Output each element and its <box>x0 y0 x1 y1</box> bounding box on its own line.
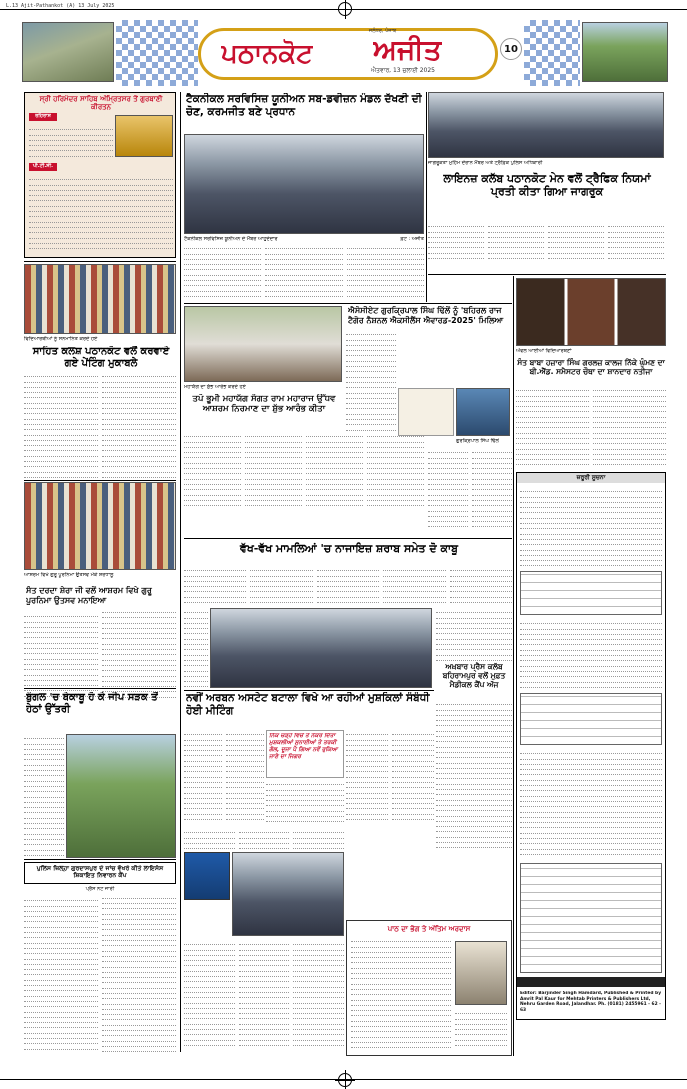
masthead <box>22 20 668 86</box>
column-rule <box>180 92 181 1052</box>
row-rule <box>184 538 512 539</box>
estate-body-text-3 <box>346 730 434 824</box>
gurbani-tag-rehras: ਰਹਿਰਾਸ <box>29 113 57 121</box>
row-rule <box>24 688 176 689</box>
girls-caption: ਅੱਵਲ ਆਈਆਂ ਵਿਦਿਆਰਥਣਾਂ <box>516 348 572 354</box>
guru-caption: ਆਸ਼ਰਮ ਵਿਖੇ ਗੁਰੂ ਪੂਰਨਿਮਾ ਉਤਸਵ ਮੌਕੇ ਸ਼ਰਧਾਲੂ <box>24 572 114 578</box>
liquor-body-text <box>184 566 512 606</box>
crosshair-mark-icon <box>338 2 352 16</box>
union-caption: ਟੈਕਨੀਕਲ ਸਰਵਿਸਿਜ਼ ਯੂਨੀਅਨ ਦੇ ਮੈਂਬਰ ਆਹੁਦੇਦਾਰ <box>184 236 278 242</box>
award-body-text <box>346 330 396 434</box>
masthead-date: ਐਤਵਾਰ, 13 ਜੁਲਾਈ 2025 <box>371 67 435 74</box>
award-portrait-photo <box>456 388 510 436</box>
jeep-photo <box>66 734 176 858</box>
union-photo <box>184 134 424 234</box>
obituary-names <box>455 1009 507 1051</box>
row-rule <box>24 261 176 262</box>
mahayagya-body-text <box>184 432 424 532</box>
obituary-title: ਪਾਠ ਦਾ ਭੋਗ ਤੇ ਅੰਤਿਮ ਅਰਦਾਸ <box>387 925 471 933</box>
union-body-text <box>184 244 424 300</box>
masthead-tagline: ਜਲੰਧਰ, ਪੰਜਾਬ <box>369 28 397 34</box>
mahayagya-photo <box>184 306 342 382</box>
masthead-photo-left <box>22 22 114 82</box>
cycle-photo <box>232 852 344 936</box>
column-rule <box>426 92 427 302</box>
press-intro-text <box>436 608 512 662</box>
masthead-brand: ਅਜੀਤ <box>373 33 442 66</box>
obituary-ad <box>346 920 512 1056</box>
crosshair-mark-icon <box>338 1073 352 1087</box>
award-body-text-2 <box>428 448 512 532</box>
cycle-poster-image <box>184 852 230 900</box>
row-rule <box>184 303 512 304</box>
award-certificate-image <box>398 388 454 436</box>
classified-table-1 <box>520 571 662 615</box>
union-headline: ਟੈਕਨੀਕਲ ਸਰਵਿਸਿਜ਼ ਯੂਨੀਅਨ ਸਬ-ਡਵੀਜ਼ਨ ਮੰਡਲ ਦੱਖਣੀ ਦੀ ਚੋਣ, ਕਰਮਜੀਤ ਬਣੇ ਪ੍ਰਧਾਨ <box>186 93 422 118</box>
masthead-city: ਪਠਾਨਕੋਟ <box>221 39 313 69</box>
page-number: 10 <box>500 38 522 60</box>
press-body-text <box>436 700 512 850</box>
gurbani-box-text-2 <box>29 175 173 255</box>
lions-caption: ਜਾਗਰੂਕਤਾ ਮੁਹਿੰਮ ਦੌਰਾਨ ਮੈਂਬਰ ਅਤੇ ਟ੍ਰੈਫ਼ਿਕ ਪੁਲਿਸ ਅਧਿਕਾਰੀ <box>428 160 543 166</box>
sahit-headline: ਸਾਹਿਤ ਕਲਸ਼ ਪਠਾਨਕੋਟ ਵਲੋਂ ਕਰਵਾਏ ਗਏ ਪੇਂਟਿੰਗ ਮੁਕਾਬਲੇ <box>32 346 170 369</box>
gurbani-box-title: ਸ੍ਰੀ ਹਰਿਮੰਦਰ ਸਾਹਿਬ ਅੰਮ੍ਰਿਤਸਰ ਤੋਂ ਗੁਰਬਾਣੀ ਕੀਰਤਨ <box>39 95 163 112</box>
classifieds-column <box>516 472 666 1020</box>
girls-photo <box>516 278 666 346</box>
union-credit: ਫ਼ੋਟੋ : ਅਜੀਤ <box>400 236 424 242</box>
masthead-title-frame <box>198 28 498 80</box>
award-headline: ਐਸੋਸੀਏਟ ਗੁਰਕ੍ਰਿਪਾਲ ਸਿੰਘ ਢਿੱਲੋਂ ਨੂੰ 'ਬਹਿਰਲ ਰਾਜ ਟੈਗੋਰ ਨੈਸ਼ਨਲ ਐਕਸੀਲੈਂਸ ਐਵਾਰਡ-2025' ਮਿਲਿਆ <box>348 306 504 325</box>
guru-photo <box>24 482 176 570</box>
classified-table-2 <box>520 693 662 745</box>
lions-photo <box>428 92 664 158</box>
estate-side-text <box>184 608 208 688</box>
police-body-text <box>24 896 176 1054</box>
estate-quote: ਨਿੱਕ ਚੜ੍ਹੇ ਵਿਚੋਂ ਤੇ ਨੌਕਰ ਦਿੱਤਾ ਮੁਸ਼ਕਲੀਆਂ ਸੁਨਾਈਆਂ ਤੇ ਤਰਕੀ ਗੱਲ, ਦੂਜਾ ਪੈ ਗਿਆ ਨਵੇਂ ਰੁਕਿਆ ਜਾਣੇ ਦਾ ਜਿਗਰ <box>269 733 338 760</box>
police-box <box>24 862 176 884</box>
mahayagya-headline: ਤਪੋ ਭੂਮੀ ਮਹਾਯੱਗ ਸੰਗਤ ਰਾਮ ਮਹਾਰਾਜ ਉੱਧਵ ਆਸ਼ਰਮ ਨਿਰਮਾਣ ਦਾ ਸ਼ੁੱਭ ਆਰੰਭ ਕੀਤਾ <box>192 394 336 415</box>
estate-photo <box>210 608 432 688</box>
girls-body-text <box>516 386 666 468</box>
gurbani-schedule-box <box>24 92 176 258</box>
print-slug: L.13 Ajit-Pathankot (A) 13 July 2025 <box>6 3 115 9</box>
estate-body-text <box>184 730 264 824</box>
press-headline: ਅਖ਼ਬਾਰ ਪ੍ਰੈਸ ਕਲੱਬ ਬਹਿਰਾਮਪੁਰ ਵਲੋਂ ਮੁਫ਼ਤ ਮੈਡੀਕਲ ਕੈਂਪ ਅੱਜ <box>442 662 506 689</box>
girls-headline: ਸੰਤ ਬਾਬਾ ਹਜ਼ਾਰਾ ਸਿੰਘ ਗਰਲਜ਼ ਕਾਲਜ ਨਿੱਕੇ ਘੁੰਮਣ ਦਾ ਬੀ.ਐੱਡ. ਸਮੈਸਟਰ ਚੌਥਾ ਦਾ ਸ਼ਾਨਦਾਰ ਨਤੀਜਾ <box>517 358 665 376</box>
estate-quote-box <box>266 730 344 778</box>
row-rule <box>184 690 434 691</box>
liquor-headline: ਵੱਖ-ਵੱਖ ਮਾਮਲਿਆਂ 'ਚ ਨਾਜਾਇਜ਼ ਸ਼ਰਾਬ ਸਮੇਤ ਦੋ ਕਾਬੂ <box>239 542 459 555</box>
cycle-body-text <box>184 940 344 1050</box>
row-rule <box>24 480 176 481</box>
classified-notice-3 <box>520 749 662 859</box>
police-sub: ਪ੍ਰੈਸ ਨੋਟ ਜਾਰੀ <box>85 886 115 892</box>
classified-bar <box>517 977 665 987</box>
guru-headline: ਸੰਤ ਦਰਦਾ ਸ਼ੇਰਾ ਜੀ ਵਲੋਂ ਆਸ਼ਰਮ ਵਿਖੇ ਗੁਰੂ ਪੂਰਨਿਮਾ ਉਤਸਵ ਮਨਾਇਆ <box>26 586 152 605</box>
row-rule <box>24 859 176 860</box>
sahit-caption: ਵਿਦਿਆਰਥੀਆਂ ਨੂੰ ਸਨਮਾਨਿਤ ਕਰਦੇ ਹੋਏ <box>24 336 98 342</box>
gurbani-box-text <box>29 125 113 161</box>
jeep-caption <box>66 730 176 734</box>
estate-headline: ਨਵੀਂ ਅਰਬਨ ਅਸਟੇਟ ਬਟਾਲਾ ਵਿਖੇ ਆ ਰਹੀਆਂ ਮੁਸ਼ਕਿਲਾਂ ਸੰਬੰਧੀ ਹੋਈ ਮੀਟਿੰਗ <box>186 692 430 717</box>
classified-notice-2 <box>520 619 662 689</box>
obituary-portrait <box>455 941 507 1005</box>
award-caption: ਗੁਰਕ੍ਰਿਪਾਲ ਸਿੰਘ ਢਿੱਲੋਂ <box>456 438 499 444</box>
jeep-headline: ਬੁੰਗਲ 'ਚ ਬੇਕਾਬੂ ਹੋ ਕੇ ਜੀਪ ਸੜਕ ਤੋਂ ਹੇਠਾਂ ਉੱਤਰੀ <box>26 692 158 715</box>
pattern-right <box>524 20 580 86</box>
gurbani-tag-ptc: ਪੀ.ਟੀ.ਸੀ. <box>29 163 57 171</box>
mahayagya-caption: ਮਹਾਯੱਗ ਦਾ ਸ਼ੁੱਭ ਆਰੰਭ ਕਰਦੇ ਹੋਏ <box>184 384 246 390</box>
row-rule <box>428 274 666 275</box>
column-rule <box>513 276 514 1056</box>
masthead-photo-right <box>582 22 668 82</box>
sahit-photo <box>24 264 176 334</box>
estate-body-text-2 <box>266 780 344 824</box>
obituary-body-text <box>351 937 451 1051</box>
classified-notice-1 <box>520 487 662 567</box>
golden-temple-photo <box>115 115 173 157</box>
classifieds-title: ਜ਼ਰੂਰੀ ਸੂਚਨਾ <box>517 473 665 483</box>
imprint-footer: Editor: Barjinder Singh Hamdard, Published & Printed by Amrit Pal Kaur for Mehtab Printers & Publishers Ltd, Nehru Garden Road, Jalandhar. Ph. (0181) 2455961 - 62 - 63 <box>520 991 662 1013</box>
jeep-body-text <box>24 734 64 858</box>
police-headline: ਪੁਲਿਸ ਜ਼ਿਲ੍ਹਾ ਗੁਰਦਾਸਪੁਰ ਦੇ ਜਾਂਚ ਵੱਖਰੇ ਕੀਤੇ ਲਾਇਸੰਸ ਸ਼ਿਕਾਇਤ ਨਿਵਾਰਨ ਕੈਂਪ <box>36 865 164 880</box>
pattern-left <box>116 20 198 86</box>
sahit-body-text <box>24 372 176 478</box>
classified-table-3 <box>520 863 662 973</box>
lions-headline: ਲਾਇਨਜ਼ ਕਲੱਬ ਪਠਾਨਕੋਟ ਮੇਨ ਵਲੋਂ ਟ੍ਰੈਫਿਕ ਨਿਯਮਾਂ ਪ੍ਰਤੀ ਕੀਤਾ ਗਿਆ ਜਾਗਰੂਕ <box>443 172 651 199</box>
cycle-intro-text <box>184 828 344 850</box>
